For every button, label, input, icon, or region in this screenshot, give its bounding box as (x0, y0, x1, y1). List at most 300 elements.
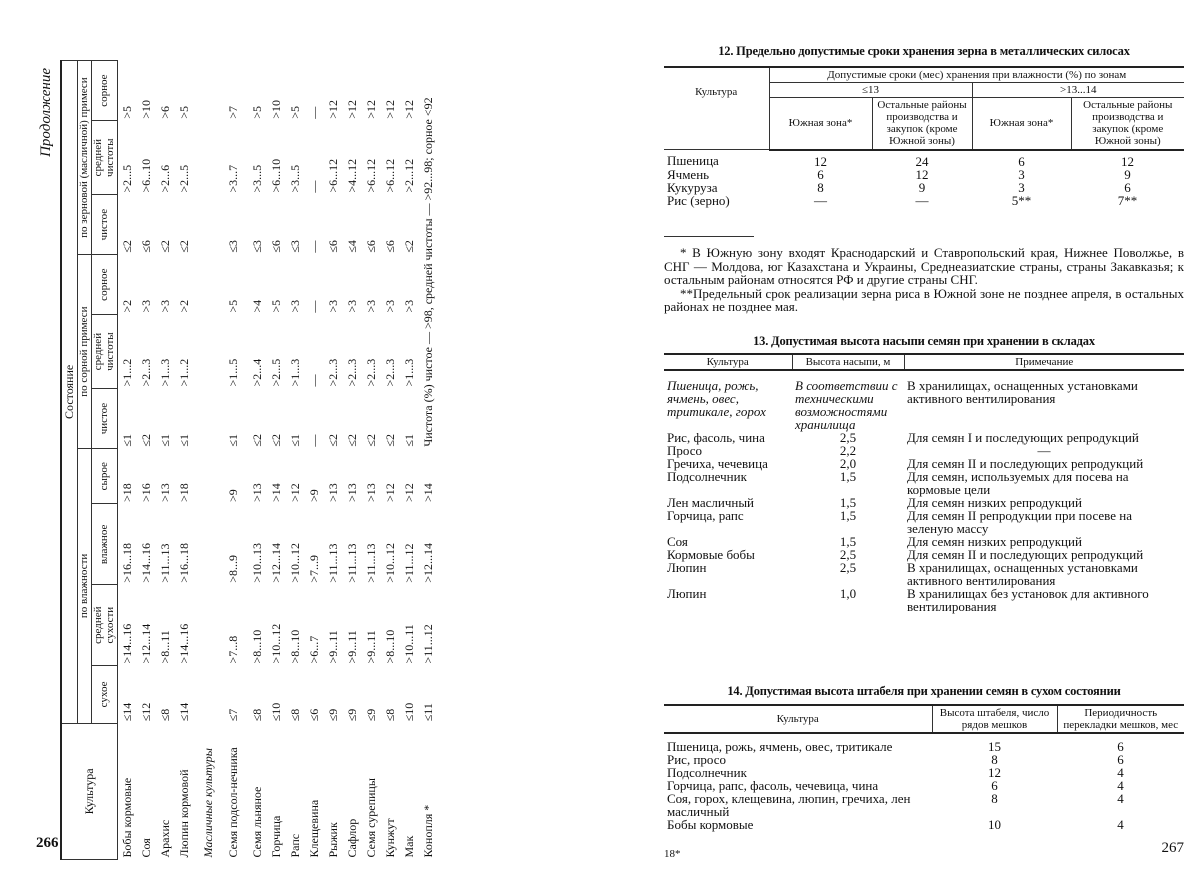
table-row (324, 61, 343, 860)
row-value: >2...12 (402, 158, 417, 193)
table-row (664, 509, 1184, 535)
row-height: 1,5 (839, 534, 857, 550)
row-culture: Пшеница (667, 153, 719, 169)
row-value: ≤3 (250, 240, 265, 253)
header-col: сырое (92, 449, 118, 504)
row-culture: Рис (зерно) (667, 192, 730, 208)
row-value: >5 (250, 105, 265, 119)
row-value: >3 (364, 299, 379, 313)
footnote-2: **Предельный срок реализации зерна риса в Южной зоне не позднее апреля, в остальных районах не позднее мая. (664, 285, 1184, 314)
row-value: >3 (288, 299, 303, 313)
footnote-1: * В Южную зону входят Краснодарский и Ставропольский края, Нижнее Поволжье, в СНГ — Молдова, юг Казахстана и Украины, Среднеазиатские страны, страны Закавказья; к остальным районам относятся РФ и другие страны СНГ. (664, 245, 1184, 287)
row-culture: Люпин (667, 586, 707, 602)
row-culture: Сафлор (345, 818, 360, 858)
row-value: ≤2 (402, 240, 417, 253)
row-note: В хранилищах, оснащенных установками активного вентилирования (907, 378, 1138, 407)
row-period: 4 (1117, 778, 1124, 794)
row-value: >5 (225, 299, 240, 313)
row-culture: Ячмень (667, 166, 710, 182)
row-value: >11...13 (345, 543, 360, 583)
header-by-grain: по зерновой (масличной) примеси (77, 61, 92, 255)
row-value: >12 (288, 483, 303, 502)
row-culture: Бобы кормовые (667, 817, 754, 833)
row-value: ≤2 (250, 433, 265, 447)
row-value: — (814, 192, 827, 208)
row-value: >16...18 (120, 542, 135, 583)
t13-header-note: Примечание (904, 354, 1184, 370)
row-note: Для семян I и последующих репродукций (907, 430, 1139, 446)
t12-header-group1: ≤13 (769, 83, 972, 98)
row-value: >3 (383, 299, 398, 313)
row-value: >6...7 (307, 635, 322, 664)
row-value: ≤14 (177, 702, 192, 722)
row-value: >3...7 (225, 164, 240, 193)
row-value: >14...16 (177, 623, 192, 664)
table12-caption: 12. Предельно допустимые сроки хранения зерна в металлических силосах (718, 44, 1130, 58)
row-value: — (307, 300, 322, 313)
row-value: ≤12 (139, 702, 154, 722)
row-value: >2...6 (158, 164, 173, 193)
row-value: — (307, 180, 322, 193)
row-value: — (915, 192, 929, 208)
row-height: 1,5 (839, 495, 857, 511)
row-value: 12 (814, 153, 827, 169)
row-value: >3 (402, 299, 417, 313)
row-culture: Семя льняное (250, 786, 265, 858)
row-value: >8...10 (250, 629, 265, 664)
t12-header-other-1: Остальные районы производства и закупок (кроме Южной зоны) (872, 98, 972, 150)
row-value: ≤9 (345, 708, 360, 722)
row-culture: Соя (667, 534, 688, 550)
row-value: >6...10 (269, 158, 284, 193)
page-number: 266 (36, 835, 59, 851)
table-row (664, 181, 1184, 194)
row-value: >13 (326, 483, 341, 502)
row-value: ≤7 (225, 708, 240, 722)
row-period: 4 (1117, 817, 1124, 833)
row-value: ≤6 (383, 240, 398, 253)
table-row (248, 61, 267, 860)
row-value: 6 (1124, 179, 1131, 195)
row-value: >13 (158, 483, 173, 502)
row-value: ≤1 (225, 433, 240, 447)
table-row (156, 61, 175, 860)
row-value: 12 (1121, 153, 1134, 169)
row-height: 2,2 (839, 443, 857, 459)
t12-header-top: Допустимые сроки (мес) хранения при влажности (%) по зонам (769, 67, 1184, 83)
header-by-weed: по сорной примеси (77, 255, 92, 449)
row-period: 6 (1117, 739, 1124, 755)
row-value: ≤3 (225, 240, 240, 253)
row-value: >3 (345, 299, 360, 313)
table-row (664, 733, 1184, 753)
row-value: >10 (139, 99, 154, 119)
header-culture: Культура (61, 723, 118, 859)
row-value: >9 (307, 489, 322, 502)
row-value: ≤2 (120, 240, 135, 253)
row-height: 2,5 (839, 430, 857, 446)
row-note: В хранилищах без установок для активного вентилирования (907, 586, 1149, 615)
row-culture: Бобы кормовые (120, 777, 135, 858)
table-row (137, 61, 156, 860)
row-value: >11...13 (158, 543, 173, 583)
header-state: Состояние (61, 61, 77, 724)
row-value: >12...14 (269, 542, 284, 583)
row-culture: Подсолнечник (667, 469, 747, 485)
table-row (400, 61, 419, 860)
continuation-label: Продолжение (38, 68, 54, 157)
row-culture: Соя, горох, клещевина, люпин, гречиха, лен масличный (667, 791, 911, 820)
table-row (664, 561, 1184, 587)
row-note: В хранилищах, оснащенных установками активного вентилирования (907, 560, 1138, 589)
t12-header-south-2: Южная зона* (972, 98, 1071, 150)
row-value: >3...5 (250, 164, 265, 193)
row-height: 15 (988, 739, 1001, 755)
row-value: >16 (139, 483, 154, 502)
row-culture: Люпин (667, 560, 707, 576)
row-value: >6...10 (139, 158, 154, 193)
row-value: ≤2 (139, 433, 154, 447)
row-culture: Горчица, рапс (667, 508, 744, 524)
row-value: >4...12 (345, 158, 360, 193)
row-value: >12 (402, 99, 417, 119)
row-value: >2...4 (250, 358, 265, 387)
row-value: >5 (177, 105, 192, 119)
table-row (664, 587, 1184, 613)
row-value: ≤2 (326, 433, 341, 447)
row-value: ≤14 (120, 702, 135, 722)
row-culture: Пшеница, рожь, ячмень, овес, тритикале, горох (667, 378, 766, 420)
row-value: >11...13 (326, 543, 341, 583)
row-height: В соответствии с техническими возможностями хранилища (795, 378, 898, 433)
table-row (286, 61, 305, 860)
table12 (664, 66, 1184, 207)
header-col: сорное (92, 255, 118, 315)
row-value: >10 (269, 99, 284, 119)
row-height: 12 (988, 765, 1001, 781)
row-value: ≤2 (158, 240, 173, 253)
row-value: ≤1 (402, 433, 417, 447)
row-value: >5 (120, 105, 135, 119)
row-culture: Семя подсол-нечника (225, 747, 240, 858)
row-value: ≤1 (158, 433, 173, 447)
row-value: >1...2 (177, 358, 192, 387)
t12-header-other-2: Остальные районы производства и закупок (кроме Южной зоны) (1071, 98, 1184, 150)
row-value: 9 (918, 179, 926, 195)
row-culture: Рис, просо (667, 752, 727, 768)
row-value: ≤6 (326, 240, 341, 253)
row-value: >11...12 (421, 624, 436, 664)
row-value: >10...13 (250, 542, 265, 583)
row-value: >13 (250, 483, 265, 502)
row-value: ≤1 (288, 433, 303, 447)
row-culture: Гречиха, чечевица (667, 456, 768, 472)
row-value: 6 (817, 166, 824, 182)
row-value: ≤2 (345, 433, 360, 447)
row-value: >12 (383, 99, 398, 119)
row-value: >2 (177, 299, 192, 313)
row-height: 2,5 (839, 560, 857, 576)
row-culture: Арахис (158, 819, 173, 858)
row-value: >2...5 (269, 358, 284, 387)
row-value: >13 (345, 483, 360, 502)
table12-footnotes (664, 246, 1184, 314)
row-value: ≤8 (383, 708, 398, 722)
t14-header-culture: Культура (664, 705, 932, 733)
row-value: 3 (1018, 179, 1025, 195)
signature-mark: 18* (664, 848, 681, 860)
header-col: средней чистоты (92, 121, 118, 195)
table14-caption: 14. Допустимая высота штабеля при хранении семян в сухом состоянии (727, 684, 1121, 698)
t12-header-group2: >13...14 (972, 83, 1184, 98)
row-value: >9...11 (345, 630, 360, 664)
right-page (664, 0, 1184, 892)
header-by-moisture: по влажности (77, 449, 92, 724)
rotated-table-container (38, 60, 540, 860)
row-value: >16...18 (177, 542, 192, 583)
table-row (305, 61, 324, 860)
row-period: 4 (1117, 765, 1124, 781)
t14-header-height: Высота штабеля, число рядов мешков (932, 705, 1057, 733)
row-value: ≤6 (139, 240, 154, 253)
t13-header-culture: Культура (664, 354, 792, 370)
row-value: >3 (158, 299, 173, 313)
row-value: ≤10 (402, 702, 417, 722)
row-height: 2,5 (839, 547, 857, 563)
row-value: >3 (139, 299, 154, 313)
row-value: >10...12 (269, 623, 284, 664)
row-culture: Клещевина (307, 799, 322, 858)
table-row (218, 61, 248, 860)
row-value: >4 (250, 299, 265, 313)
row-culture: Рис, фасоль, чина (667, 430, 765, 446)
row-note: Для семян низких репродукций (907, 495, 1082, 511)
row-value: >14 (421, 483, 436, 502)
row-value: >1...3 (288, 358, 303, 387)
page-number: 267 (1161, 840, 1184, 856)
row-value: >2...3 (326, 358, 341, 387)
table-row (664, 194, 1184, 207)
purity-footnote: Чистота (%) чистое — >98, средней чистоты — >92...98; сорное <92 (421, 97, 436, 447)
row-culture: Семя сурепицы (364, 778, 379, 858)
row-height: 2,0 (839, 456, 857, 472)
header-col: сорное (92, 61, 118, 121)
row-value: >12 (345, 99, 360, 119)
header-col: средней сухости (92, 585, 118, 666)
row-note: Для семян низких репродукций (907, 534, 1082, 550)
row-value: >6 (158, 105, 173, 119)
row-value: ≤11 (421, 703, 436, 722)
row-value: >7...8 (225, 635, 240, 664)
row-culture: Лен масличный (667, 495, 755, 511)
row-value: ≤8 (158, 708, 173, 722)
row-value: ≤2 (383, 433, 398, 447)
row-value: >18 (120, 483, 135, 502)
row-value: — (307, 434, 322, 447)
row-value: >5 (288, 105, 303, 119)
row-value: ≤2 (364, 433, 379, 447)
row-value: >8...11 (158, 630, 173, 664)
table13-caption: 13. Допустимая высота насыпи семян при хранении в складах (753, 334, 1095, 348)
row-value: ≤2 (177, 240, 192, 253)
row-value: >10...12 (288, 542, 303, 583)
t12-header-south-1: Южная зона* (769, 98, 872, 150)
row-value: >2 (120, 299, 135, 313)
row-value: >14 (269, 483, 284, 502)
row-culture: Мак (402, 835, 417, 858)
footnote-rule (664, 236, 754, 237)
row-value: >1...5 (225, 358, 240, 387)
row-value: ≤6 (307, 708, 322, 722)
row-culture: Кунжут (383, 818, 398, 858)
row-value: ≤3 (288, 240, 303, 253)
row-height: 1,0 (839, 586, 857, 602)
row-value: >12 (402, 483, 417, 502)
table-row (664, 168, 1184, 181)
row-culture: Кукуруза (667, 179, 718, 195)
table-row (664, 470, 1184, 496)
seed-state-table (60, 60, 438, 860)
row-value: >9...11 (326, 630, 341, 664)
row-height: 10 (988, 817, 1001, 833)
row-value: >7 (225, 105, 240, 119)
row-value: >12...14 (421, 542, 436, 583)
row-value: — (307, 240, 322, 253)
row-value: >2...5 (177, 164, 192, 193)
row-value: ≤1 (120, 433, 135, 447)
row-value: >2...3 (364, 358, 379, 387)
row-value: ≤1 (177, 433, 192, 447)
row-culture: Горчица (269, 815, 284, 858)
row-value: >1...3 (158, 358, 173, 387)
row-value: >10...12 (383, 542, 398, 583)
table-row (664, 792, 1184, 818)
row-value: >14...16 (139, 542, 154, 583)
row-value: >9 (225, 489, 240, 502)
row-culture: Горчица, рапс, фасоль, чечевица, чина (667, 778, 879, 794)
row-culture: Соя (139, 838, 154, 858)
table-row (664, 150, 1184, 168)
row-value: ≤6 (269, 240, 284, 253)
row-height: 1,5 (839, 508, 857, 524)
row-value: ≤2 (269, 433, 284, 447)
row-culture: Конопля * (421, 804, 436, 858)
header-col: чистое (92, 389, 118, 449)
table-row (118, 61, 138, 860)
table13 (664, 353, 1184, 613)
row-value: >8...10 (383, 629, 398, 664)
row-culture: Подсолнечник (667, 765, 747, 781)
row-value: >12 (326, 99, 341, 119)
row-value: 7** (1117, 192, 1138, 208)
row-value: — (307, 374, 322, 387)
table-row (664, 818, 1184, 831)
row-height: 8 (991, 791, 998, 807)
row-value: >10...11 (402, 624, 417, 664)
row-value: >5 (269, 299, 284, 313)
row-culture: Рапс (288, 833, 303, 858)
row-note: Для семян, используемых для посева на кормовые цели (907, 469, 1129, 498)
row-note: — (1037, 443, 1051, 459)
row-value: >6...12 (383, 158, 398, 193)
row-culture: Просо (667, 443, 702, 459)
row-value: >18 (177, 483, 192, 502)
table-row (343, 61, 362, 860)
row-value: ≤8 (250, 708, 265, 722)
table-row (362, 61, 381, 860)
row-value: 3 (1018, 166, 1025, 182)
row-height: 6 (991, 778, 998, 794)
table-row (419, 61, 438, 860)
row-value: >2...5 (120, 164, 135, 193)
row-value: >11...13 (364, 543, 379, 583)
row-value: — (307, 106, 322, 119)
row-value: ≤9 (326, 708, 341, 722)
row-value: >12 (364, 99, 379, 119)
row-value: >2...3 (139, 358, 154, 387)
row-value: >1...3 (402, 358, 417, 387)
row-note: Для семян II и последующих репродукций (907, 456, 1144, 472)
row-note: Для семян II и последующих репродукций (907, 547, 1144, 563)
row-value: >11...12 (402, 543, 417, 583)
row-value: 8 (817, 179, 824, 195)
row-culture: Пшеница, рожь, ячмень, овес, тритикале (667, 739, 893, 755)
row-value: 24 (915, 153, 929, 169)
row-value: >8...9 (225, 554, 240, 583)
section-row (194, 61, 218, 860)
table14 (664, 704, 1184, 831)
row-value: >6...12 (326, 158, 341, 193)
row-value: >12...14 (139, 623, 154, 664)
row-value: >13 (364, 483, 379, 502)
table-row (267, 61, 286, 860)
row-value: >8...10 (288, 629, 303, 664)
row-value: 12 (915, 166, 929, 182)
table-row (175, 61, 194, 860)
row-period: 4 (1117, 791, 1124, 807)
t14-header-period: Периодичность перекладки мешков, мес (1057, 705, 1184, 733)
header-col: средней чистоты (92, 315, 118, 389)
row-culture: Кормовые бобы (667, 547, 755, 563)
row-value: ≤4 (345, 240, 360, 253)
row-value: 6 (1018, 153, 1025, 169)
t12-header-culture: Культура (664, 67, 769, 150)
row-value: ≤10 (269, 702, 284, 722)
table-row (664, 370, 1184, 431)
row-period: 6 (1117, 752, 1124, 768)
row-value: ≤6 (364, 240, 379, 253)
row-note: Для семян II репродукции при посеве на зеленую массу (907, 508, 1132, 537)
row-value: >7...9 (307, 554, 322, 583)
row-culture: Рыжик (326, 822, 341, 858)
header-col: сухое (92, 666, 118, 724)
row-value: ≤8 (288, 708, 303, 722)
table-row (664, 431, 1184, 444)
t13-header-height: Высота насыпи, м (792, 354, 904, 370)
header-col: влажное (92, 504, 118, 585)
row-culture: Люпин кормовой (177, 769, 192, 858)
row-value: >3...5 (288, 164, 303, 193)
row-value: >6...12 (364, 158, 379, 193)
row-value: >9...11 (364, 630, 379, 664)
row-value: 5** (1011, 192, 1032, 208)
row-value: >12 (383, 483, 398, 502)
row-height: 1,5 (839, 469, 857, 485)
row-value: >2...3 (383, 358, 398, 387)
row-height: 8 (991, 752, 998, 768)
row-value: >2...3 (345, 358, 360, 387)
table-row (381, 61, 400, 860)
